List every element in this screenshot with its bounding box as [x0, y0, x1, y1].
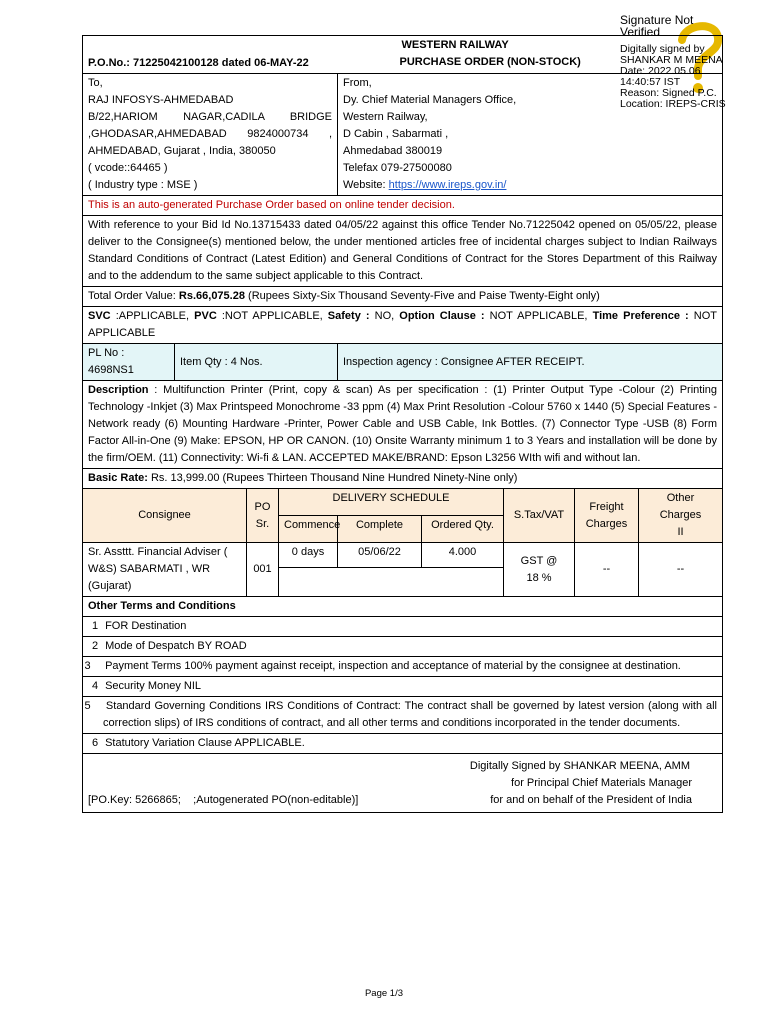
complete-cell: 05/06/22 [338, 543, 422, 568]
vendor-name: RAJ INFOSYS-AHMEDABAD [88, 94, 234, 106]
signature-time: 14:40:57 IST [620, 76, 681, 88]
schedule-blank [279, 568, 504, 597]
condition-number: 2 [91, 640, 99, 652]
po-type: PURCHASE ORDER (NON-STOCK) [399, 56, 581, 68]
from-label: From, [343, 77, 372, 89]
to-label: To, [88, 77, 103, 89]
office-city: Ahmedabad 380019 [343, 145, 443, 157]
signed-by: Digitally Signed by SHANKAR MEENA, AMM [469, 760, 690, 772]
condition-text: Standard Governing Conditions IRS Conditions of Contract: The contract shall be governed by latest version (along with all correction slips) of IRS conditions of contract, and all other terms and conditions incorporated in the tender documents. [103, 700, 717, 729]
total-amount: Rs.66,075.28 [178, 290, 245, 302]
pl-number [83, 344, 175, 381]
po-sr-header-1: PO [254, 500, 271, 513]
other-terms-title: Other Terms and Conditions [83, 597, 723, 617]
po-number: P.O.No.: 71225042100128 dated 06-MAY-22 [83, 36, 338, 74]
page-number: Page 1/3 [364, 988, 404, 999]
pvc-value: :NOT APPLICABLE, [216, 310, 328, 322]
total-words: (Rupees Sixty-Six Thousand Seventy-Five and Paise Twenty-Eight only) [244, 290, 600, 302]
stax-cell-2: 18 % [526, 571, 552, 584]
signed-block [83, 754, 723, 813]
vendor-code: ( vcode::64465 ) [88, 162, 168, 174]
condition-text: Payment Terms 100% payment against receipt, inspection and acceptance of material by the consignee at destination. [105, 660, 681, 672]
commence-header: Commence [279, 516, 338, 543]
other-header-2: Charges [659, 509, 702, 521]
po-sr-cell: 001 [247, 543, 279, 597]
website-label: Website: [343, 179, 389, 191]
other-charges-cell: -- [639, 543, 723, 597]
time-preference-label: Time Preference : [592, 310, 689, 322]
freight-header-1: Freight [589, 500, 624, 513]
ordered-qty-cell: 4.000 [422, 543, 504, 568]
office-name: Dy. Chief Material Managers Office, [343, 94, 517, 106]
freight-header-2: Charges [585, 517, 628, 530]
condition-4 [83, 677, 723, 697]
office-street: D Cabin , Sabarmati , [343, 128, 449, 140]
time-preference-value: NOT APPLICABLE [88, 310, 718, 339]
option-clause-label: Option Clause : [399, 310, 485, 322]
signed-footer-row [88, 792, 692, 809]
pl-value: 4698NS1 [88, 364, 134, 376]
stax-header: S.Tax/VAT [504, 489, 575, 543]
signature-reason: Reason: Signed P.C. [620, 87, 717, 99]
item-quantity: Item Qty : 4 Nos. [175, 344, 338, 381]
po-sr-header-2: Sr. [255, 517, 270, 530]
from-address [338, 74, 723, 196]
office-website [343, 177, 717, 194]
consignee-cell: Sr. Assttt. Financial Adviser ( W&S) SABARMATI , WR (Gujarat) [83, 543, 247, 597]
office-telefax: Telefax 079-27500080 [343, 162, 452, 174]
basic-rate [83, 469, 723, 489]
po-key: [PO.Key: 5266865; ;Autogenerated PO(non-editable)] [88, 794, 359, 806]
condition-5 [83, 697, 723, 734]
railway-name: WESTERN RAILWAY [401, 39, 509, 51]
office-railway: Western Railway, [343, 111, 428, 123]
condition-number: 3 [84, 660, 91, 672]
safety-label: Safety : [327, 310, 370, 322]
consignee-header: Consignee [83, 489, 247, 543]
other-header-1: Other [666, 492, 695, 504]
description-text: : Multifunction Printer (Print, copy & scan) As per specification : (1) Printer Output Type -Colour (2) Printing Technology -Inkjet (3) Max Printspeed Monochrome -33 ppm (4) Max Print Resolution -Colour 5760 x 1440 (5) Special Features -Network ready (6) Mounting Hardware -Printer, Power Cable and USB Cable, Ink Bottles. (7) Connector Type -USB (8) Form Factor All-in-One (9) Make: EPSON, HP OR CANON. (10) Onsite Warranty minimum 1 to 3 Years and installation will be done by the firm/OEM. (11) Connectivity: Wi-fi & LAN. ACCEPTED MAKE/BRAND: Epson L3256 WIth wifi and without lan. [88, 384, 717, 464]
complete-header: Complete [338, 516, 422, 543]
signature-status: Signature Not [620, 13, 694, 27]
signed-for: for Principal Chief Materials Manager [511, 777, 692, 789]
condition-text: Mode of Despatch BY ROAD [105, 640, 247, 652]
basic-rate-value: Rs. 13,999.00 (Rupees Thirteen Thousand Nine Hundred Ninety-Nine only) [147, 472, 518, 484]
pl-label: PL No : [88, 347, 125, 359]
condition-1 [83, 617, 723, 637]
auto-generated-note: This is an auto-generated Purchase Order based on online tender decision. [83, 196, 723, 216]
condition-number: 4 [91, 680, 99, 692]
reference-paragraph: With reference to your Bid Id No.13715433 dated 04/05/22 against this office Tender No.71225042 opened on 05/05/22, please deliver to the Consignee(s) mentioned below, the under mentioned articles free of incidental charges subject to Indian Railways Standard Conditions of Contract (Latest Edition) and General Conditions of Contract for the Stores Department of this Railway and to the addendum to the same subject applicable to this Contract. [83, 216, 723, 287]
stax-cell-1: GST @ [520, 554, 558, 567]
table-row [83, 543, 723, 568]
signature-location: Location: IREPS-CRIS [620, 98, 726, 110]
condition-2 [83, 637, 723, 657]
total-label: Total Order Value: [88, 290, 179, 302]
condition-number: 5 [84, 700, 91, 712]
inspection-agency: Inspection agency : Consignee AFTER RECEIPT. [338, 344, 723, 381]
ordered-qty-header: Ordered Qty. [422, 516, 504, 543]
signature-signed-by: Digitally signed by [620, 43, 705, 55]
svc-value: :APPLICABLE, [110, 310, 195, 322]
svc-label: SVC [88, 310, 111, 322]
condition-text: FOR Destination [105, 620, 187, 632]
condition-number: 1 [91, 620, 99, 632]
condition-text: Statutory Variation Clause APPLICABLE. [105, 737, 305, 749]
po-header-right [338, 36, 723, 74]
signature-status-2: Verified [620, 25, 661, 39]
po-sr-header [247, 489, 279, 543]
safety-value: NO, [369, 310, 400, 322]
stax-cell [504, 543, 575, 597]
pvc-label: PVC [194, 310, 217, 322]
freight-header [575, 489, 639, 543]
condition-6 [83, 734, 723, 754]
freight-cell: -- [575, 543, 639, 597]
delivery-schedule-header: DELIVERY SCHEDULE [279, 489, 504, 516]
condition-text: Security Money NIL [105, 680, 202, 692]
purchase-order-table [82, 35, 723, 813]
item-description [83, 381, 723, 469]
condition-3 [83, 657, 723, 677]
to-address [83, 74, 338, 196]
description-label: Description [88, 384, 149, 396]
commence-cell: 0 days [279, 543, 338, 568]
vendor-address: B/22,HARIOM NAGAR,CADILA BRIDGE ,GHODASAR,AHMEDABAD 9824000734 , AHMEDABAD, Gujarat , India, 380050 [88, 111, 332, 157]
industry-type: ( Industry type : MSE ) [88, 179, 198, 191]
signed-behalf: for and on behalf of the President of India [490, 794, 692, 806]
other-header-3: II [677, 526, 684, 538]
total-order-value [83, 287, 723, 307]
basic-rate-label: Basic Rate: [88, 472, 148, 484]
website-link[interactable]: https://www.ireps.gov.in/ [388, 179, 507, 191]
signature-name: SHANKAR M MEENA [620, 54, 723, 66]
condition-number: 6 [91, 737, 99, 749]
option-clause-value: NOT APPLICABLE, [484, 310, 593, 322]
signature-date: Date: 2022.05.06 [620, 65, 701, 77]
other-charges-header [639, 489, 723, 543]
contract-flags [83, 307, 723, 344]
